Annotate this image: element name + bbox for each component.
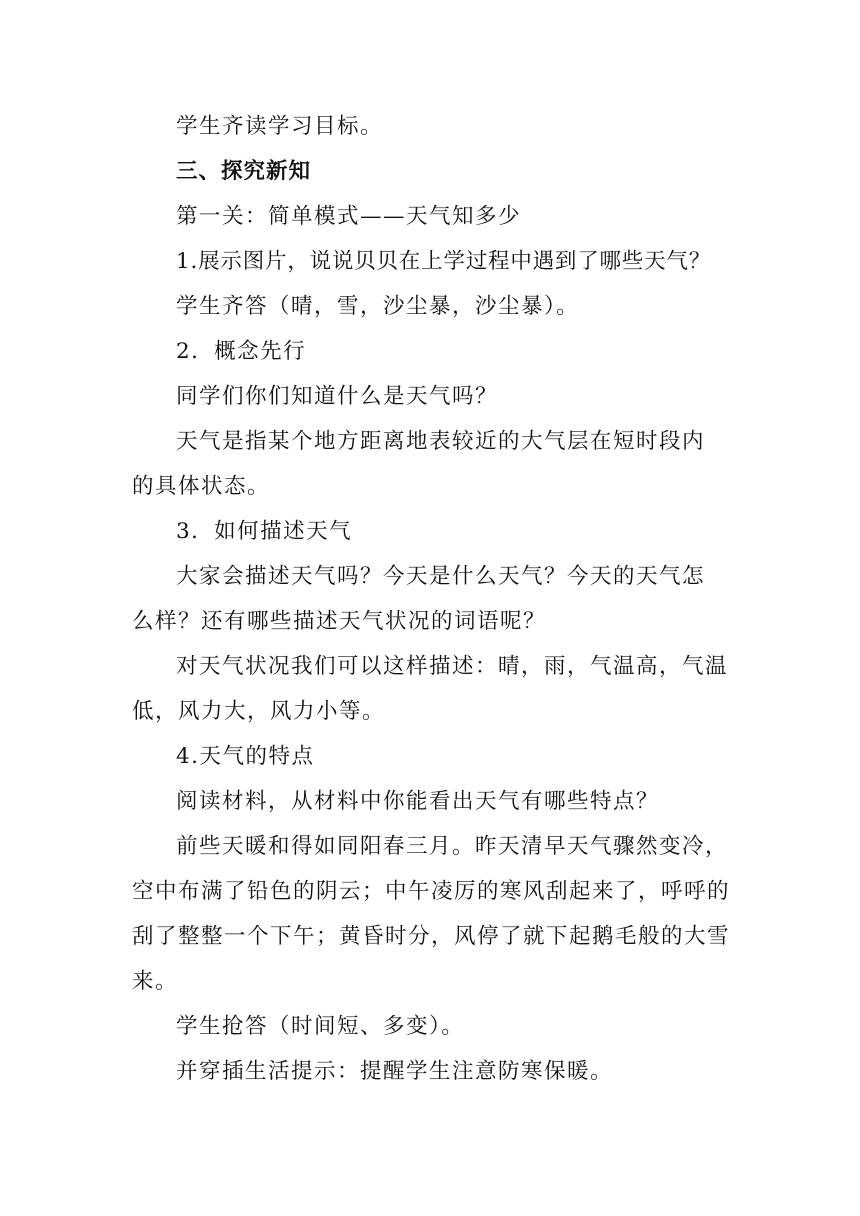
life-tip: 并穿插生活提示：提醒学生注意防寒保暖。 (176, 1059, 614, 1084)
describe-answer-line-1: 对天气状况我们可以这样描述：晴，雨，气温高，气温 (176, 654, 729, 679)
section-heading: 三、探究新知 (176, 159, 312, 184)
level-one-heading: 第一关：简单模式——天气知多少 (176, 204, 522, 229)
item-2-question: 同学们你们知道什么是天气吗？ (176, 384, 499, 409)
definition-line-2: 的具体状态。 (132, 474, 271, 499)
material-line-1: 前些天暖和得如同阳春三月。昨天清早天气骤然变冷， (176, 834, 729, 859)
material-line-3: 刮了整整一个下午；黄昏时分，风停了就下起鹅毛般的大雪 (132, 924, 731, 949)
reading-question: 阅读材料，从材料中你能看出天气有哪些特点？ (176, 789, 660, 814)
describe-question-line-1: 大家会描述天气吗？今天是什么天气？今天的天气怎 (176, 564, 706, 589)
definition-line-1: 天气是指某个地方距离地表较近的大气层在短时段内 (176, 429, 706, 454)
item-3-heading: 3．如何描述天气 (176, 519, 353, 544)
item-1-answer: 学生齐答（晴，雪，沙尘暴，沙尘暴）。 (176, 294, 580, 319)
item-2-heading: 2．概念先行 (176, 339, 307, 364)
describe-answer-line-2: 低，风力大，风力小等。 (132, 699, 386, 724)
student-answer: 学生抢答（时间短、多变）。 (176, 1014, 465, 1039)
paragraph-read-goals: 学生齐读学习目标。 (176, 114, 384, 139)
material-line-2: 空中布满了铅色的阴云；中午凌厉的寒风刮起来了，呼呼的 (132, 879, 731, 904)
item-1-question: 1.展示图片，说说贝贝在上学过程中遇到了哪些天气？ (176, 249, 712, 274)
material-line-4: 来。 (132, 969, 179, 994)
item-4-heading: 4.天气的特点 (176, 744, 315, 769)
describe-question-line-2: 么样？还有哪些描述天气状况的词语呢？ (132, 609, 547, 634)
